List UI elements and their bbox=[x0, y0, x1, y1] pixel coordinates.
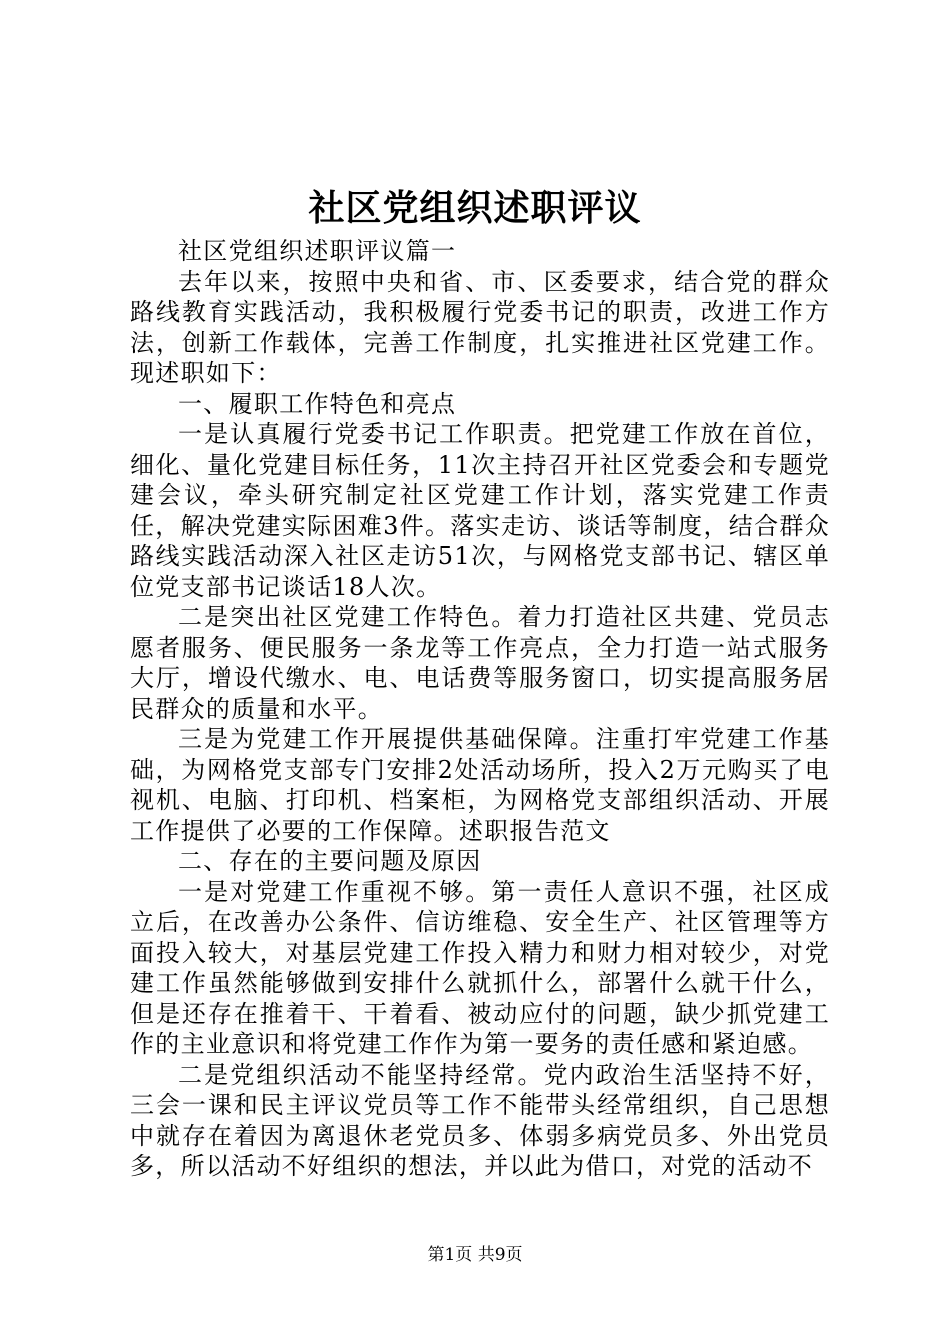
body-paragraph-problem-two: 二是党组织活动不能坚持经常。党内政治生活坚持不好，三会一课和民主评议党员等工作不能带头经常组织，自己思想中就存在着因为离退休老党员多、体弱多病党员多、外出党员多，所以活动不好组织的想法，并以此为借口，对党的活动不 bbox=[130, 1060, 830, 1180]
section-heading-part-one: 社区党组织述职评议篇一 bbox=[178, 237, 457, 265]
body-paragraph-problem-one: 一是对党建工作重视不够。第一责任人意识不强，社区成立后，在改善办公条件、信访维稳、安全生产、社区管理等方面投入较大，对基层党建工作投入精力和财力相对较少，对党建工作虽然能够做到安排什么就抓什么，部署什么就干什么，但是还存在推着干、干着看、被动应付的问题，缺少抓党建工作的主业意识和将党建工作作为第一要务的责任感和紧迫感。 bbox=[130, 877, 830, 1058]
section-heading-problems: 二、存在的主要问题及原因 bbox=[178, 847, 482, 875]
section-heading-highlights: 一、履职工作特色和亮点 bbox=[178, 389, 457, 418]
body-paragraph-intro: 去年以来，按照中央和省、市、区委要求，结合党的群众路线教育实践活动，我积极履行党委书记的职责，改进工作方法，创新工作载体，完善工作制度，扎实推进社区党建工作。现述职如下： bbox=[130, 267, 830, 387]
body-paragraph-features: 二是突出社区党建工作特色。着力打造社区共建、党员志愿者服务、便民服务一条龙等工作亮点，全力打造一站式服务大厅，增设代缴水、电、电话费等服务窗口，切实提高服务居民群众的质量和水平。 bbox=[130, 603, 830, 723]
page-number-footer: 第1页 共9页 bbox=[427, 1245, 523, 1265]
body-paragraph-duty: 一是认真履行党委书记工作职责。把党建工作放在首位，细化、量化党建目标任务，11次主持召开社区党委会和专题党建会议，牵头研究制定社区党建工作计划，落实党建工作责任，解决党建实际困难3件。落实走访、谈话等制度，结合群众路线实践活动深入社区走访51次，与网格党支部书记、辖区单位党支部书记谈话18人次。 bbox=[130, 420, 830, 601]
document-title: 社区党组织述职评议 bbox=[308, 187, 642, 229]
document-body bbox=[130, 236, 830, 1182]
body-paragraph-support: 三是为党建工作开展提供基础保障。注重打牢党建工作基础，为网格党支部专门安排2处活动场所，投入2万元购买了电视机、电脑、打印机、档案柜，为网格党支部组织活动、开展工作提供了必要的工作保障。述职报告范文 bbox=[130, 725, 830, 845]
